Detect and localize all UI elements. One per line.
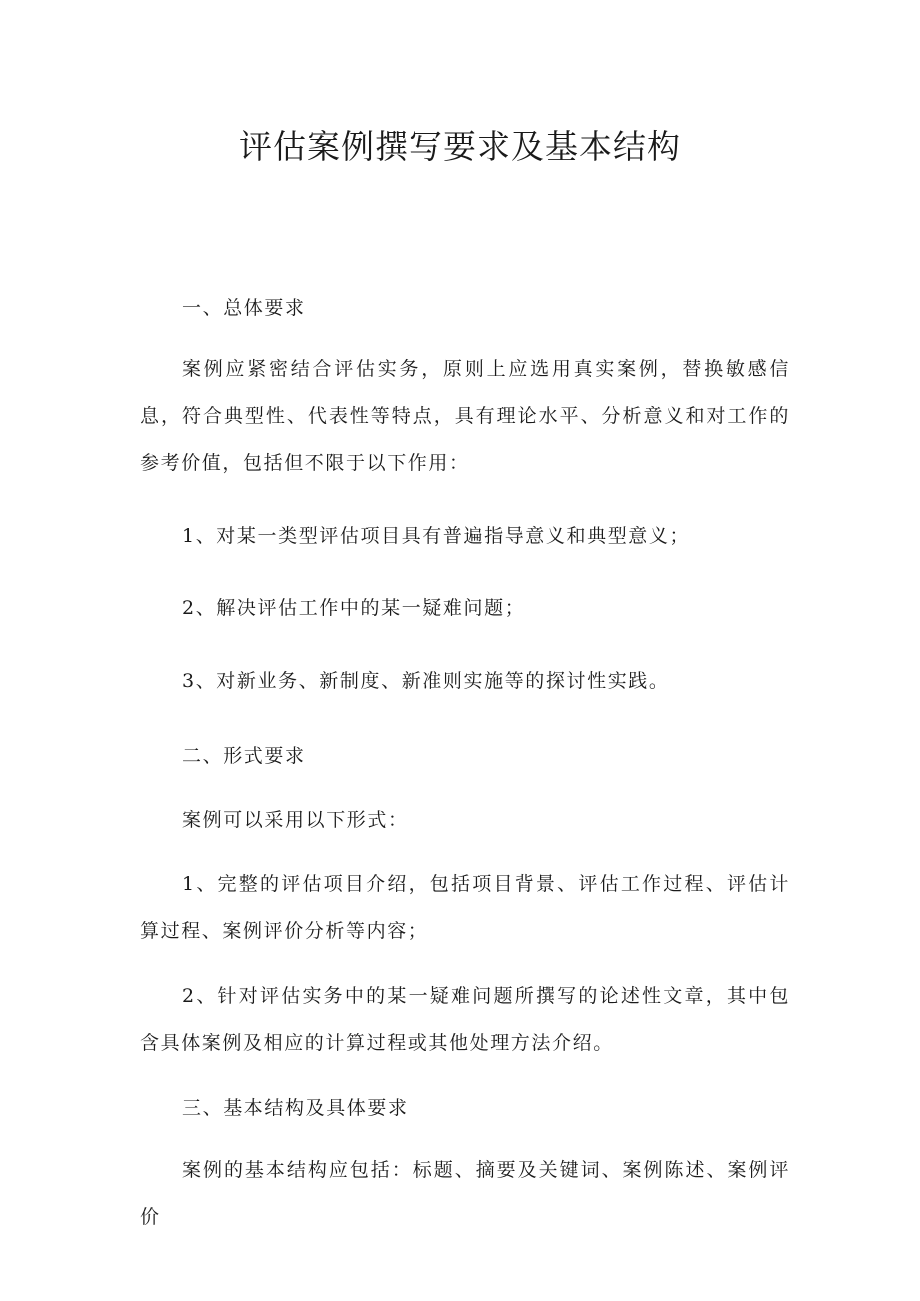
paragraph-form-intro: 案例可以采用以下形式： [182,809,409,831]
list-item-form-1: 1、完整的评估项目介绍，包括项目背景、评估工作过程、评估计算过程、案例评价分析等内容； [140,873,790,942]
paragraph-general-description: 案例应紧密结合评估实务，原则上应选用真实案例，替换敏感信息，符合典型性、代表性等特点，具有理论水平、分析意义和对工作的参考价值，包括但不限于以下作用： [140,358,790,474]
section-heading-structure: 三、基本结构及具体要求 [182,1097,409,1119]
section-heading-general: 一、总体要求 [182,297,306,319]
list-item-general-2: 2、解决评估工作中的某一疑难问题； [182,597,526,619]
list-item-general-1: 1、对某一类型评估项目具有普遍指导意义和典型意义； [182,525,691,547]
paragraph-structure-intro: 案例的基本结构应包括：标题、摘要及关键词、案例陈述、案例评价 [140,1159,790,1228]
section-heading-form: 二、形式要求 [182,745,306,767]
list-item-form-2: 2、针对评估实务中的某一疑难问题所撰写的论述性文章，其中包含具体案例及相应的计算过程或其他处理方法介绍。 [140,985,790,1054]
list-item-general-3: 3、对新业务、新制度、新准则实施等的探讨性实践。 [182,670,670,692]
document-title: 评估案例撰写要求及基本结构 [239,127,681,166]
